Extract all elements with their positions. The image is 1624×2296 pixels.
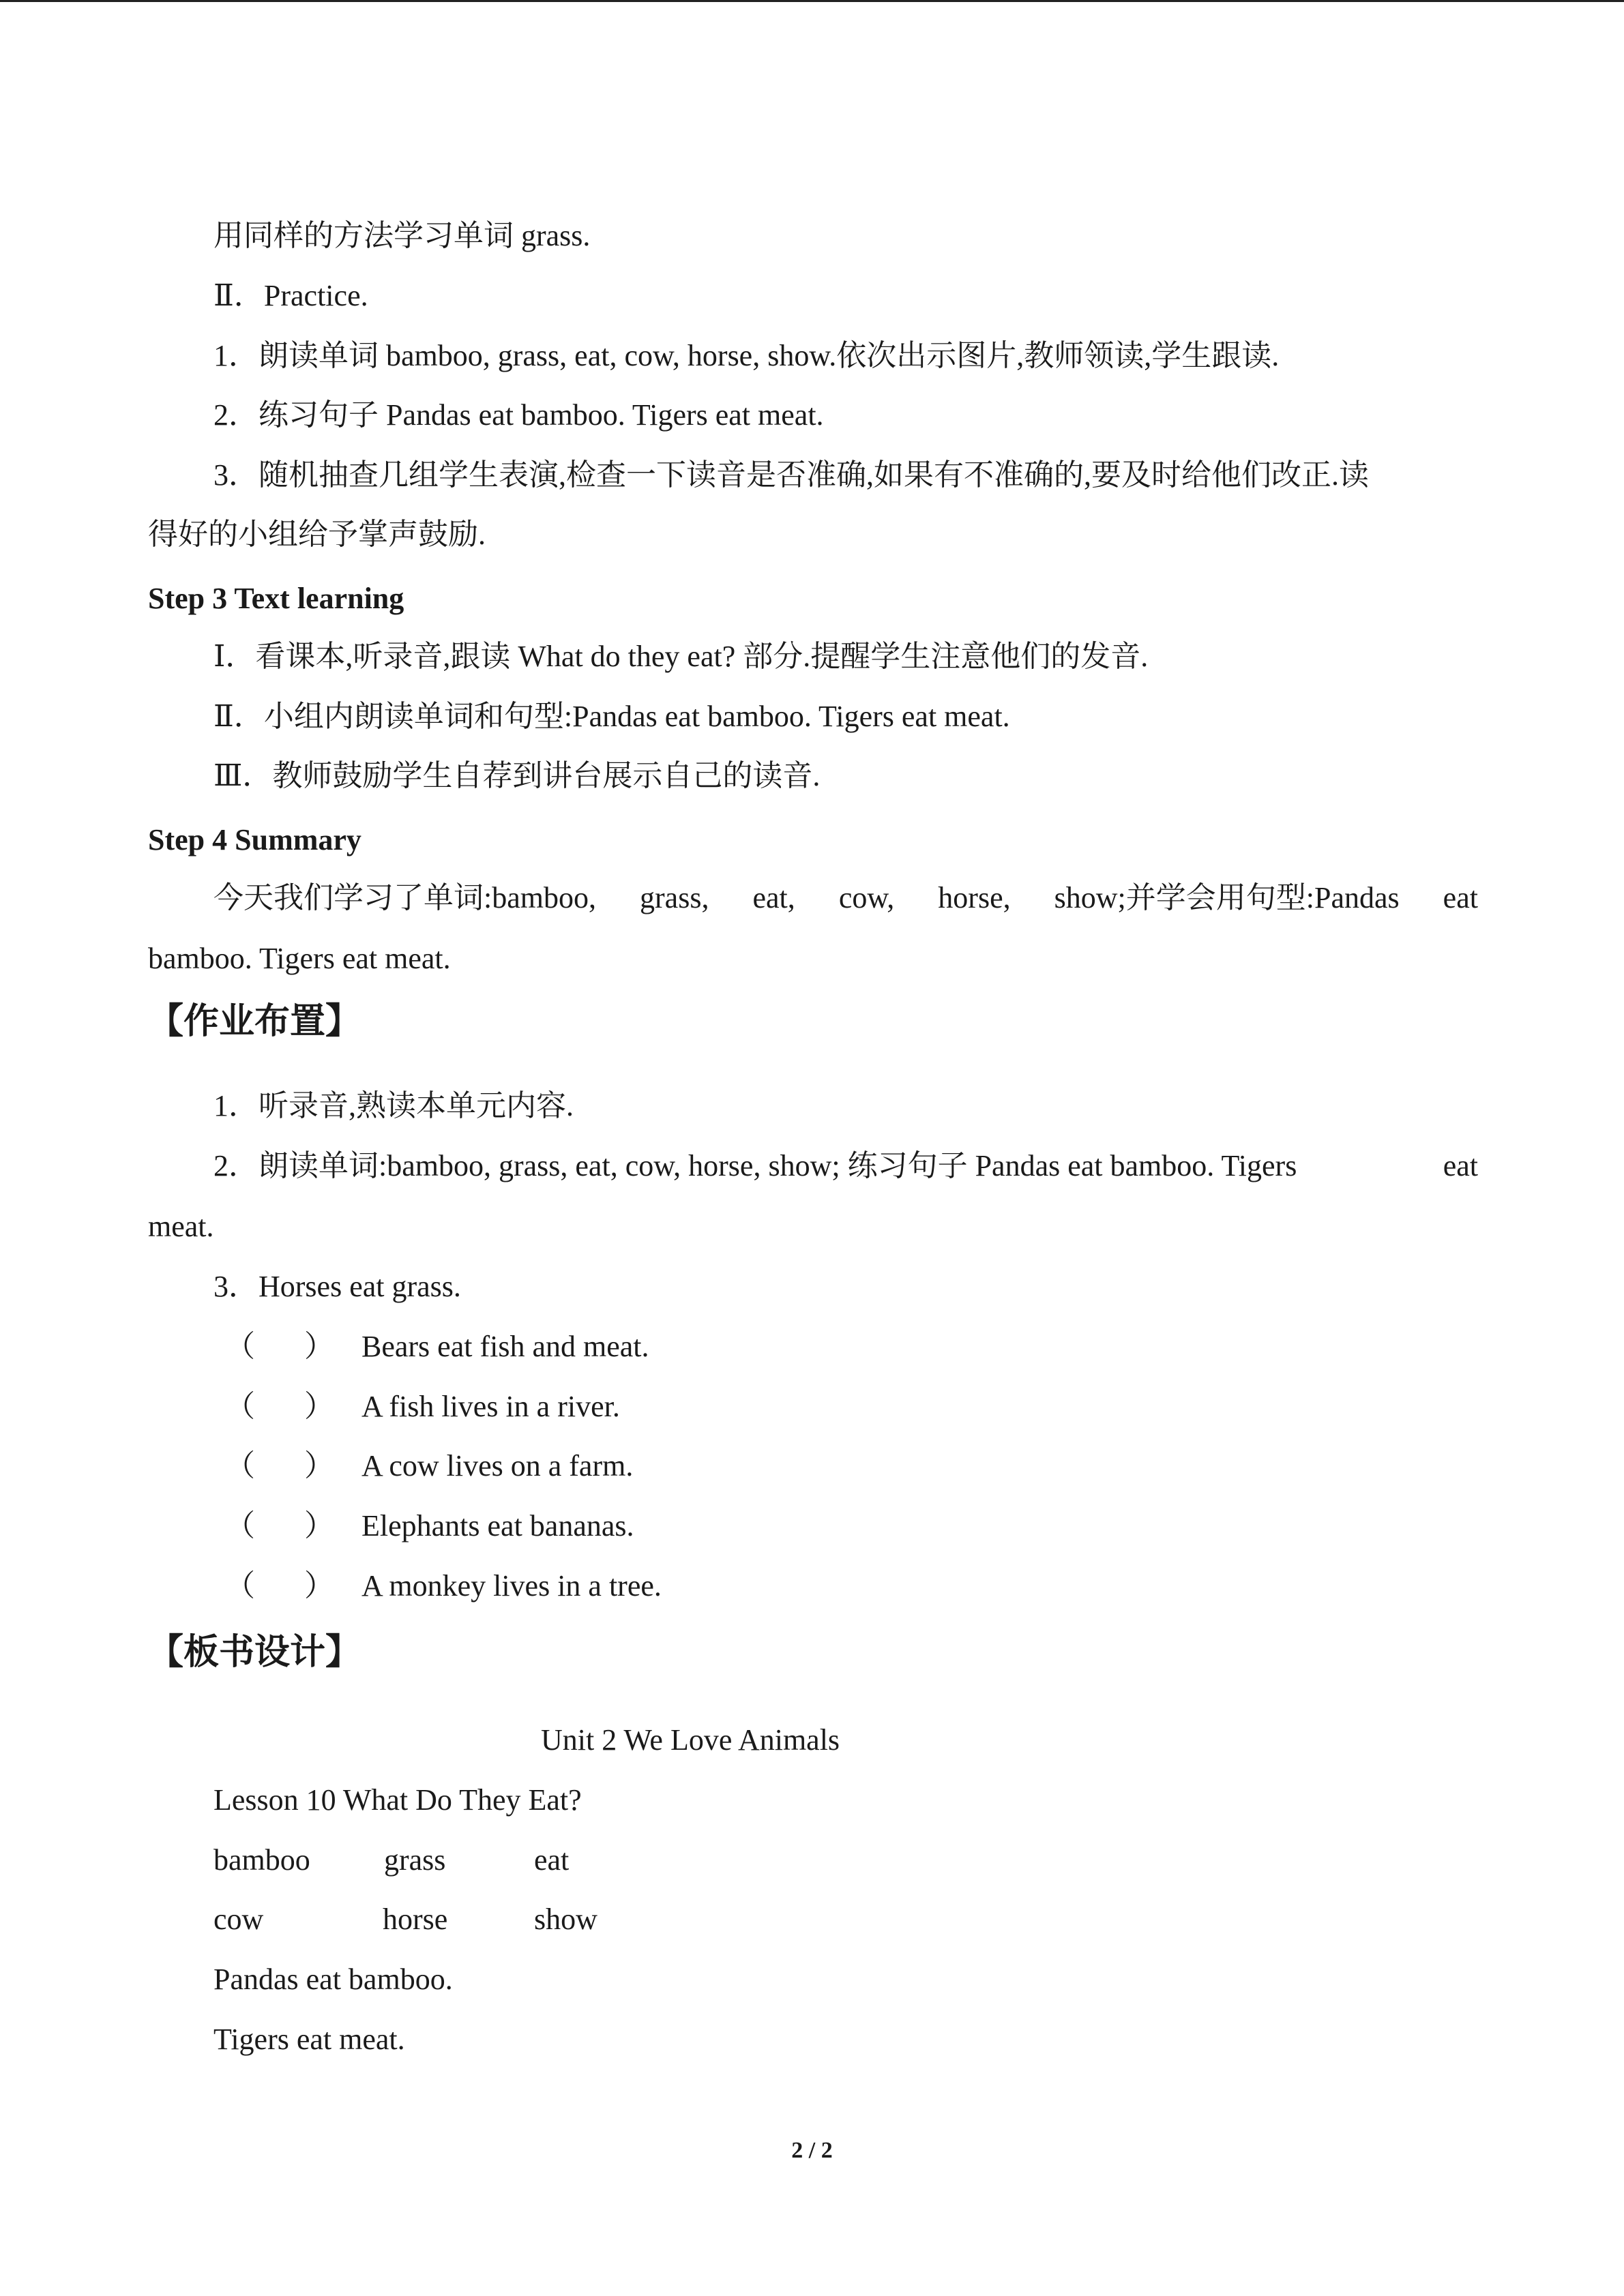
- homework-item: 3．Horses eat grass.: [213, 1270, 461, 1303]
- vocab-word: show: [534, 1903, 597, 1936]
- text-line: Ⅱ．小组内朗读单词和句型:Pandas eat bamboo. Tigers eat meat.: [213, 700, 1010, 733]
- practice-heading: Ⅱ．Practice.: [213, 279, 368, 312]
- word-row: [213, 1845, 569, 1875]
- board-design-heading: 【板书设计】: [148, 1632, 361, 1673]
- text-line: 2．练习句子 Pandas eat bamboo. Tigers eat meat.: [213, 398, 824, 432]
- homework-heading: 【作业布置】: [148, 1001, 361, 1042]
- quiz-item: [225, 1332, 649, 1362]
- summary-word: grass,: [640, 881, 709, 914]
- unit-title: Unit 2 We Love Animals: [541, 1723, 840, 1757]
- quiz-text: Bears eat fish and meat.: [361, 1330, 649, 1363]
- quiz-text: A fish lives in a river.: [361, 1390, 620, 1423]
- summary-word: eat: [1443, 881, 1478, 914]
- answer-blank: （ ）: [225, 1330, 334, 1363]
- answer-blank: （ ）: [225, 1449, 334, 1482]
- step3-heading: Step 3 Text learning: [148, 582, 404, 615]
- summary-word: 今天我们学习了单词:bamboo,: [213, 881, 596, 914]
- quiz-text: Elephants eat bananas.: [361, 1509, 634, 1542]
- text-line: 1．朗读单词 bamboo, grass, eat, cow, horse, show.依次出示图片,教师领读,学生跟读.: [213, 339, 1280, 372]
- text-line: 用同样的方法学习单词 grass.: [213, 219, 591, 252]
- summary-word: horse,: [938, 881, 1011, 914]
- vocab-word: eat: [534, 1843, 570, 1877]
- vocab-word: cow: [213, 1903, 264, 1936]
- step4-heading: Step 4 Summary: [148, 823, 361, 856]
- homework-item: [213, 1151, 1478, 1181]
- quiz-item: [225, 1571, 662, 1601]
- homework-item: 1．听录音,熟读本单元内容.: [213, 1089, 574, 1122]
- answer-blank: （ ）: [225, 1390, 334, 1423]
- quiz-text: A monkey lives in a tree.: [361, 1569, 662, 1602]
- summary-word: cow,: [838, 881, 895, 914]
- summary-word: show;并学会用句型:Pandas: [1054, 881, 1400, 914]
- board-sentence: Tigers eat meat.: [213, 2023, 405, 2056]
- quiz-item: [225, 1392, 620, 1422]
- answer-blank: （ ）: [225, 1569, 334, 1602]
- quiz-text: A cow lives on a farm.: [361, 1449, 634, 1482]
- vocab-word: bamboo: [213, 1843, 310, 1877]
- text-line: 3．随机抽查几组学生表演,检查一下读音是否准确,如果有不准确的,要及时给他们改正.读: [213, 458, 1369, 492]
- answer-blank: （ ）: [225, 1509, 334, 1542]
- homework-text: 2．朗读单词:bamboo, grass, eat, cow, horse, show; 练习句子 Pandas eat bamboo. Tigers: [213, 1149, 1297, 1182]
- quiz-item: [225, 1511, 634, 1541]
- summary-line: [213, 883, 1478, 913]
- summary-word: eat,: [752, 881, 795, 914]
- vocab-word: horse: [383, 1903, 448, 1936]
- text-line: 得好的小组给予掌声鼓励.: [148, 518, 486, 551]
- homework-text: meat.: [148, 1210, 214, 1243]
- text-line: Ⅰ．看课本,听录音,跟读 What do they eat? 部分.提醒学生注意他们的发音.: [213, 640, 1149, 673]
- page-number: 2 / 2: [791, 2138, 833, 2163]
- vocab-word: grass: [384, 1843, 446, 1877]
- homework-text: eat: [1443, 1149, 1478, 1182]
- board-sentence: Pandas eat bamboo.: [213, 1963, 453, 1996]
- quiz-item: [225, 1451, 633, 1481]
- text-line: bamboo. Tigers eat meat.: [148, 942, 451, 975]
- lesson-title: Lesson 10 What Do They Eat?: [213, 1783, 582, 1817]
- word-row: [213, 1905, 597, 1935]
- text-line: Ⅲ．教师鼓励学生自荐到讲台展示自己的读音.: [213, 759, 821, 792]
